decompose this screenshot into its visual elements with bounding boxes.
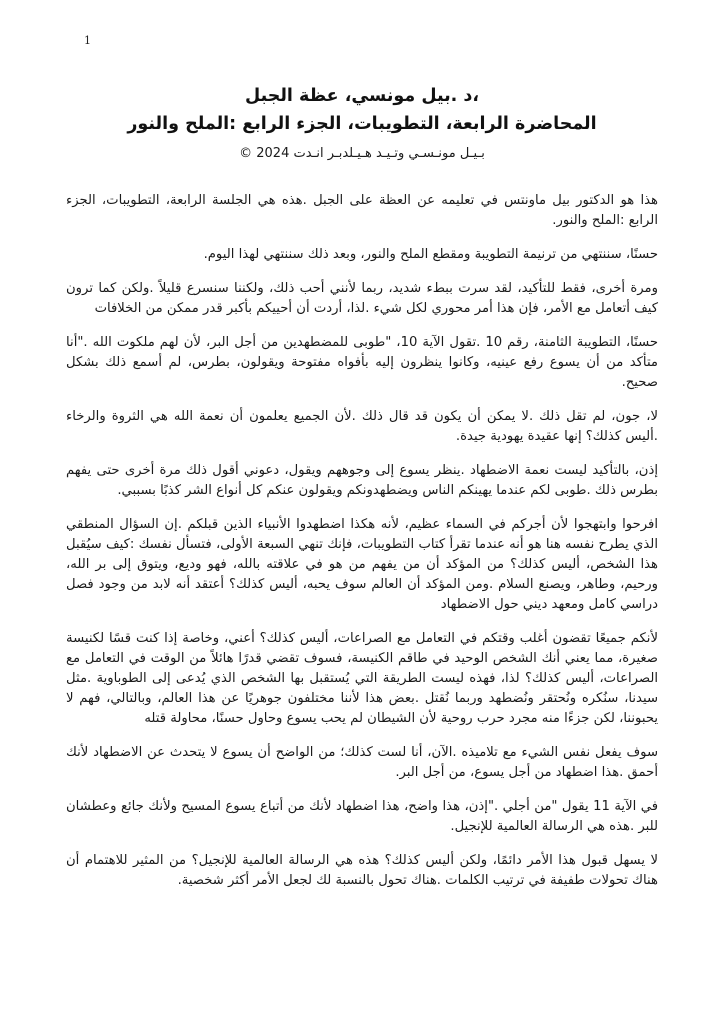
paragraph-2: حسنًا، سننتهي من ترنيمة التطويبة ومقطع الملح والنور، وبعد ذلك سننتهي لهذا اليوم. xyxy=(203,247,658,262)
paragraph-3: ومرة أخرى، فقط للتأكيد، لقد سرت ببطء شديد، ربما لأنني أحب ذلك، ولكننا سنسرع قليلاً .ولكن كما ترون كيف أتعامل مع الأمر، فإن هذا أمر محوري لكل شيء .لذا، أردت أن أحييكم بأكبر قدر ممكن من الخلافات xyxy=(66,281,658,316)
copyright-line: بـيـل مونـسـي وتـيـد هـيـلدبـر انـدت 2024 © xyxy=(239,146,485,161)
document-body xyxy=(66,191,658,891)
paragraph-10: في الآية 11 يقول "من أجلي ."إذن، هذا واضح، هذا اضطهاد لأنك من أتباع يسوع المسيح ولأنك جائع وعطشان للبر .هذه هي الرسالة العالمية للإنجيل. xyxy=(66,799,658,834)
paragraph-1: هذا هو الدكتور بيل ماونتس في تعليمه عن العظة على الجبل .هذه هي الجلسة الرابعة، التطويبات، الجزء الرابع :الملح والنور. xyxy=(66,193,658,228)
document-header xyxy=(0,0,724,163)
paragraph-9: سوف يفعل نفس الشيء مع تلاميذه .الآن، أنا لست كذلك؛ من الواضح أن يسوع لا يتحدث عن الاضطهاد لأنك أحمق .هذا اضطهاد من أجل يسوع، من أجل البر. xyxy=(66,745,658,780)
paragraph-5: لا، جون، لم تقل ذلك .لا يمكن أن يكون قد قال ذلك .لأن الجميع يعلمون أن نعمة الله هي الثروة والرخاء .أليس كذلك؟ إنها عقيدة يهودية جيدة. xyxy=(66,409,658,444)
paragraph-11: لا يسهل قبول هذا الأمر دائمًا، ولكن أليس كذلك؟ هذه هي الرسالة العالمية للإنجيل؟ من المثير للاهتمام أن هناك تحولات طفيفة في ترتيب الكلمات .هناك تحول بالنسبة لك لجعل الأمر أكثر شخصية. xyxy=(66,853,658,888)
paragraph-8: لأنكم جميعًا تقضون أغلب وقتكم في التعامل مع الصراعات، أليس كذلك؟ أعني، وخاصة إذا كنت قسًا لكنيسة صغيرة، مما يعني أنك الشخص الوحيد في طاقم الكنيسة، فسوف تقضي قدرًا هائلاً من الوقت في التعامل مع الصراعات، أليس كذلك؟ لذا، فهذه ليست الطريقة التي يُستقبل بها الشخص الذي يُدعى إلى الطوباوية .مثل سيدنا، سنُكره ونُحتقر ونُضطهد وربما نُقتل .بعض هذا لأننا مختلفون جوهريًا عن هذا العالم، وبالتالي، فهم لا يحبوننا، لكن جزءًا منه مجرد حرب روحية لأن الشيطان لم يحب يسوع وحاول حسنًا، محاولة قتله xyxy=(66,631,658,726)
document-title-line-2: المحاضرة الرابعة، التطويبات، الجزء الرابع :الملح والنور xyxy=(127,114,597,134)
paragraph-4: حسنًا، التطويبة الثامنة، رقم 10 .تقول الآية 10، "طوبى للمضطهدين من أجل البر، لأن لهم ملكوت الله ."أنا متأكد من أن يسوع رفع عينيه، وكانوا ينظرون إليه بأفواه مفتوحة ويقولون، بطرس، لم أسمع ذلك بشكل صحيح. xyxy=(66,335,659,390)
document-title-line-1: ،د .بيل مونسي، عظة الجبل xyxy=(244,86,480,106)
paragraph-6: إذن، بالتأكيد ليست نعمة الاضطهاد .ينظر يسوع إلى وجوههم ويقول، دعوني أقول ذلك مرة أخرى حتى يفهم بطرس ذلك .طوبى لكم عندما يهينكم الناس ويضطهدونكم ويقولون عنكم كل أنواع الشر كذبًا بسببي. xyxy=(66,463,658,498)
paragraph-7: افرحوا وابتهجوا لأن أجركم في السماء عظيم، لأنه هكذا اضطهدوا الأنبياء الذين قبلكم .إن السؤال المنطقي الذي يطرح نفسه هنا هو أنه عندما تقرأ كتاب التطويبات، فإنك تنهي السبعة الأولى، فتسأل نفسك :كيف سيُقبل هذا الشخص، أليس كذلك؟ من المؤكد أن من يفهم من هو في علاقته بالله، فهو وديع، ويتوق إلى بر الله، ورحيم، وطاهر، ويصنع السلام .ومن المؤكد أن العالم سوف يحبه، أليس كذلك؟ أعتقد أنه لابد من وجود فصل دراسي كامل ومعهد ديني حول الاضطهاد xyxy=(66,517,658,612)
page-number: 1 xyxy=(84,34,91,47)
